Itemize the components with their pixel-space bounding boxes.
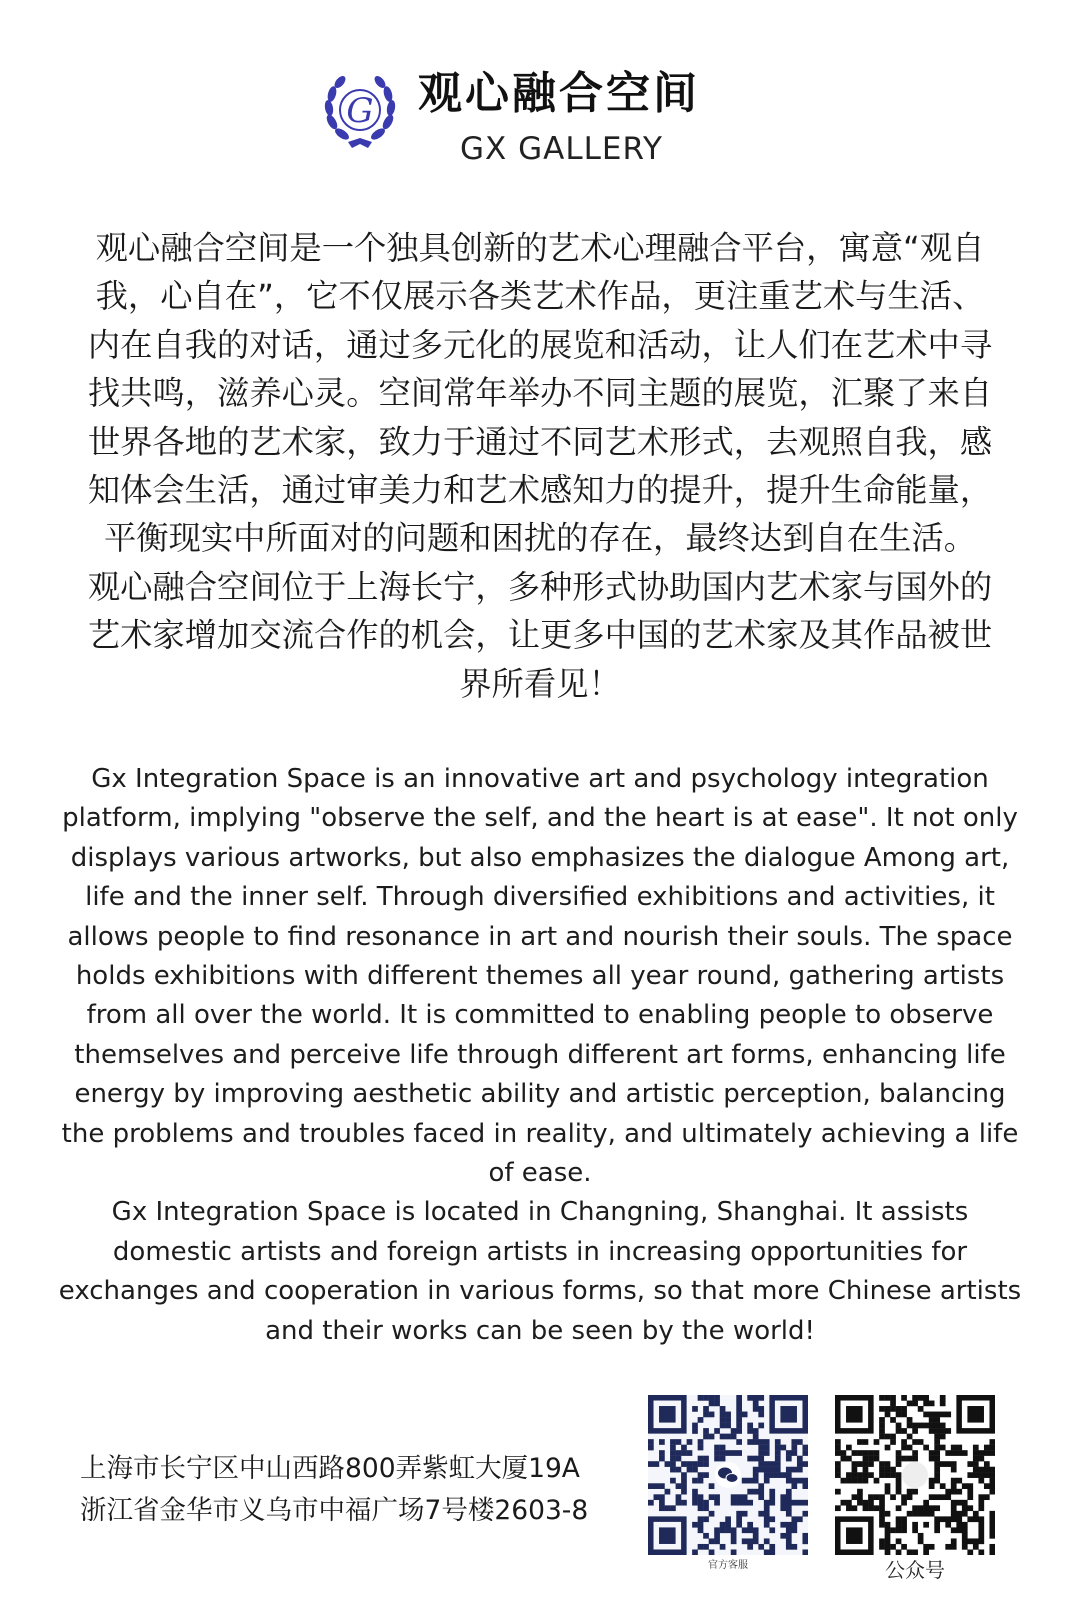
text-line: the problems and troubles faced in reality, and ultimately achieving a life xyxy=(61,1118,1019,1149)
text-line: life and the inner self. Through diversified exhibitions and activities, it xyxy=(85,882,995,913)
english-paragraph-1 xyxy=(30,760,1050,1193)
text-line: exchanges and cooperation in various forms, so that more Chinese artists xyxy=(58,1276,1022,1307)
text-line: 界所看见！ xyxy=(459,664,621,703)
text-line: domestic artists and foreign artists in increasing opportunities for xyxy=(112,1236,968,1267)
text-line: energy by improving aesthetic ability and artistic perception, balancing xyxy=(74,1079,1006,1110)
text-line: and their works can be seen by the world! xyxy=(265,1315,815,1346)
svg-text:G: G xyxy=(346,91,374,131)
chinese-intro xyxy=(44,224,1036,708)
chinese-paragraph-2 xyxy=(44,563,1036,708)
text-line: 找共鸣，滋养心灵。空间常年举办不同主题的展览，汇聚了来自 xyxy=(87,374,993,413)
chinese-paragraph-1 xyxy=(44,224,1036,563)
text-line: themselves and perceive life through different art forms, enhancing life xyxy=(74,1039,1006,1070)
text-line: displays various artworks, but also emphasizes the dialogue Among art, xyxy=(70,842,1010,873)
text-line: 观心融合空间是一个独具创新的艺术心理融合平台，寓意“观自 xyxy=(95,229,985,267)
text-line: 平衡现实中所面对的问题和困扰的存在，最终达到自在生活。 xyxy=(103,519,977,558)
official-account-qr-caption: 公众号 xyxy=(885,1558,945,1582)
service-qr-caption: 官方客服 xyxy=(708,1560,748,1571)
text-line: from all over the world. It is committed to enabling people to observe xyxy=(86,1000,994,1031)
center-logo-icon xyxy=(902,1462,928,1488)
official-account-qr-code[interactable] xyxy=(835,1395,995,1555)
text-line: allows people to find resonance in art and nourish their souls. The space xyxy=(67,921,1013,952)
text-line: 我，心自在”，它不仅展示各类艺术作品，更注重艺术与生活、 xyxy=(95,277,985,316)
text-line: Gx Integration Space is located in Changning, Shanghai. It assists xyxy=(111,1197,969,1228)
text-line: Gx Integration Space is an innovative art and psychology integration xyxy=(91,764,989,794)
text-line: 内在自我的对话，通过多元化的展览和活动，让人们在艺术中寻 xyxy=(87,325,993,364)
text-line: platform, implying "observe the self, and the heart is at ease". It not only xyxy=(62,803,1018,834)
address-zhejiang: 浙江省金华市义乌市中福广场7号楼2603-8 xyxy=(80,1495,589,1526)
english-intro xyxy=(30,760,1050,1351)
text-line: holds exhibitions with different themes all year round, gathering artists xyxy=(75,961,1005,992)
address-block xyxy=(80,1448,640,1532)
service-qr-code[interactable] xyxy=(648,1395,808,1555)
text-line: of ease. xyxy=(488,1158,592,1189)
english-paragraph-2 xyxy=(30,1193,1050,1351)
header xyxy=(0,60,1080,170)
gallery-title-cn: 观心融合空间 xyxy=(418,68,700,119)
gallery-logo-icon xyxy=(322,70,398,150)
gallery-title-en: GX GALLERY xyxy=(460,131,663,167)
text-line: 知体会生活，通过审美力和艺术感知力的提升，提升生命能量， xyxy=(87,471,993,510)
text-line: 观心融合空间位于上海长宁，多种形式协助国内艺术家与国外的 xyxy=(87,567,993,606)
text-line: 世界各地的艺术家，致力于通过不同艺术形式，去观照自我，感 xyxy=(87,422,993,461)
text-line: 艺术家增加交流合作的机会，让更多中国的艺术家及其作品被世 xyxy=(87,616,993,655)
address-shanghai: 上海市长宁区中山西路800弄紫虹大厦19A xyxy=(80,1453,580,1484)
